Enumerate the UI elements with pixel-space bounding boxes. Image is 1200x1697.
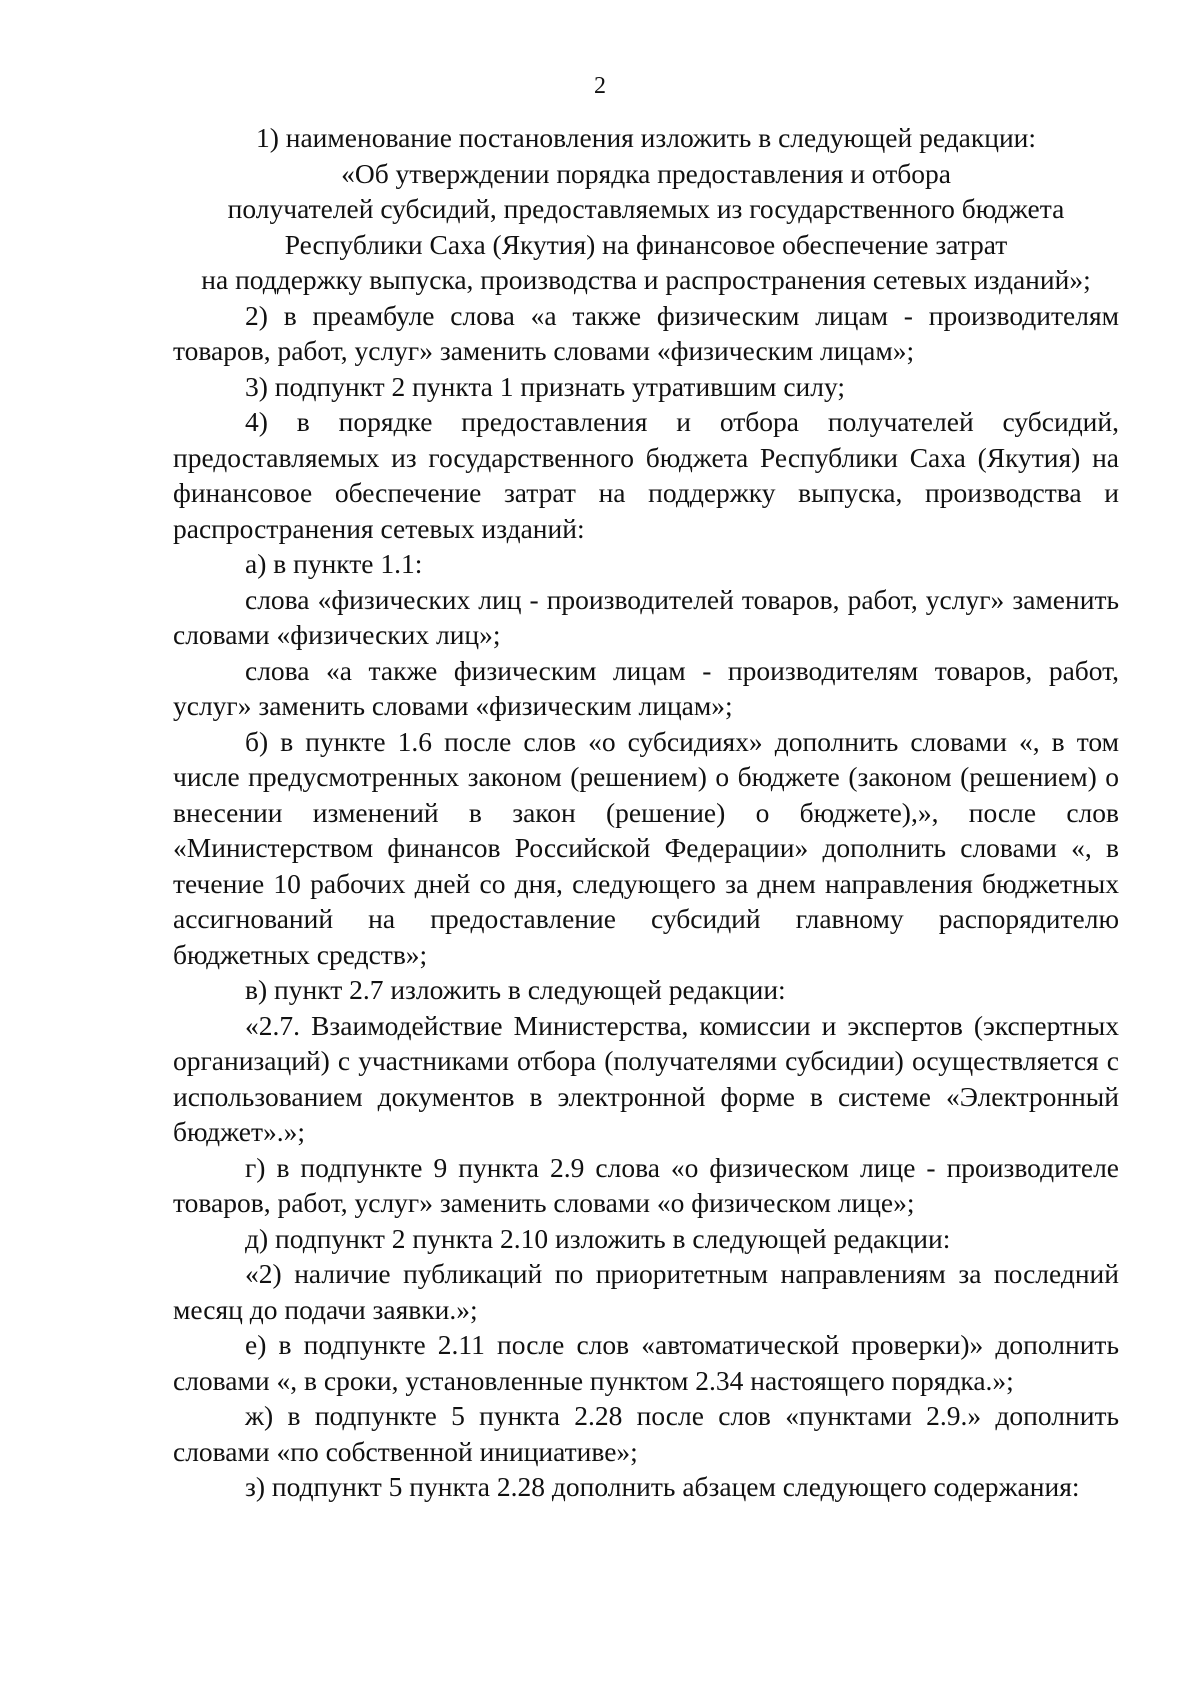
resolution-title (173, 156, 1119, 298)
paragraph: е) в подпункте 2.11 после слов «автоматической проверки)» дополнить словами «, в сроки, установленные пунктом 2.34 настоящего порядка.»; (173, 1329, 1119, 1396)
page-number: 2 (594, 73, 606, 99)
paragraph: в) пункт 2.7 изложить в следующей редакции: (245, 974, 786, 1005)
paragraph: г) в подпункте 9 пункта 2.9 слова «о физическом лице - производителе товаров, работ, услуг» заменить словами «о физическом лице»; (173, 1151, 1119, 1218)
paragraph: ж) в подпункте 5 пункта 2.28 после слов «пунктами 2.9.» дополнить словами «по собственной инициативе»; (173, 1400, 1119, 1467)
document-body (173, 120, 1119, 1505)
paragraph: «2) наличие публикаций по приоритетным направлениям за последний месяц до подачи заявки.»; (173, 1258, 1119, 1325)
paragraph: а) в пункте 1.1: (245, 548, 423, 579)
paragraph: д) подпункт 2 пункта 2.10 изложить в следующей редакции: (245, 1222, 951, 1254)
paragraph: «2.7. Взаимодействие Министерства, комиссии и экспертов (экспертных организаций) с участниками отбора (получателями субсидии) осуществляется с использованием документов в электронной форме в системе «Электронный бюджет».»; (173, 1009, 1119, 1147)
title-line: Республики Саха (Якутия) на финансовое обеспечение затрат (284, 228, 1008, 260)
paragraph: слова «а также физическим лицам - производителям товаров, работ, услуг» заменить словами «физическим лицам»; (173, 654, 1119, 721)
title-line: на поддержку выпуска, производства и распространения сетевых изданий»; (201, 264, 1091, 295)
title-line: «Об утверждении порядка предоставления и отбора (341, 157, 951, 189)
paragraph: 2) в преамбуле слова «а также физическим лицам - производителям товаров, работ, услуг» заменить словами «физическим лицам»; (173, 299, 1119, 366)
paragraph: 3) подпункт 2 пункта 1 признать утратившим силу; (245, 370, 845, 402)
amendment-intro: 1) наименование постановления изложить в следующей редакции: (255, 122, 1037, 153)
paragraph: слова «физических лиц - производителей товаров, работ, услуг» заменить словами «физических лиц»; (173, 583, 1119, 650)
paragraph: 4) в порядке предоставления и отбора получателей субсидий, предоставляемых из государственного бюджета Республики Саха (Якутия) на финансовое обеспечение затрат на поддержку выпуска, производства и распространения сетевых изданий: (173, 406, 1119, 544)
title-line: получателей субсидий, предоставляемых из государственного бюджета (227, 193, 1065, 224)
paragraph: з) подпункт 5 пункта 2.28 дополнить абзацем следующего содержания: (245, 1471, 1080, 1502)
paragraph: б) в пункте 1.6 после слов «о субсидиях» дополнить словами «, в том числе предусмотренных законом (решением) о бюджете (законом (решением) о внесении изменений в закон (решение) о бюджете),», после слов «Министерством финансов Российской Федерации» дополнить словами «, в течение 10 рабочих дней со дня, следующего за днем направления бюджетных ассигнований на предоставление субсидий главному распорядителю бюджетных средств»; (173, 725, 1119, 970)
